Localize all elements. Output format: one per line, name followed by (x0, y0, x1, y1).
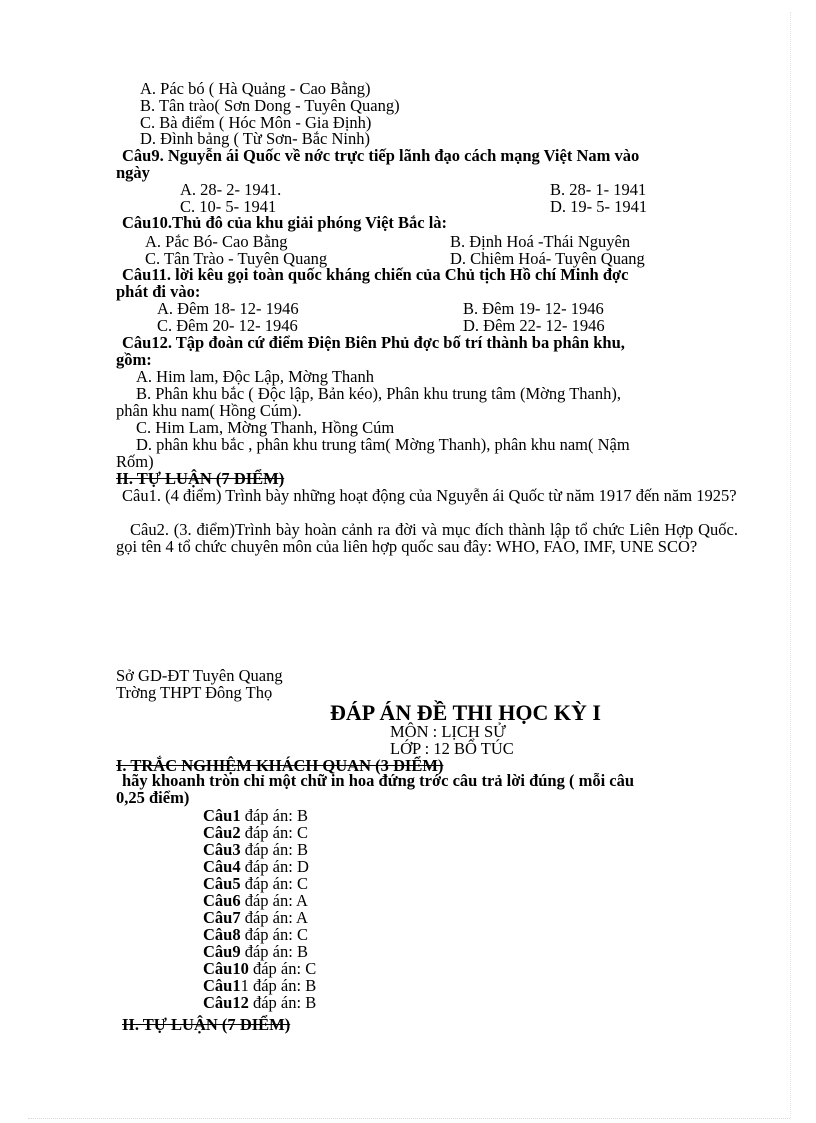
q12-question-line2: gồm: (116, 350, 152, 369)
q12-option-d-line2: Rốm) (116, 452, 154, 471)
q11-option-d: D. Đêm 22- 12- 1946 (463, 316, 605, 335)
q8-option-b: B. Tân trào( Sơn Dong - Tuyên Quang) (140, 96, 400, 115)
page-margin-rule-right (790, 12, 791, 1118)
school-name: Trờng THPT Đông Thọ (116, 683, 273, 702)
q9-option-a: A. 28- 2- 1941. (180, 180, 282, 199)
q12-option-b-line1: B. Phân khu bắc ( Độc lập, Bản kéo), Phân khu trung tâm (Mờng Thanh), (136, 384, 622, 403)
q12-option-b-line2: phân khu nam( Hồng Cúm). (116, 401, 302, 420)
q11-option-a: A. Đêm 18- 12- 1946 (157, 299, 299, 318)
grade-label: LỚP : 12 BỔ TÚC (390, 739, 514, 758)
objective-instruction-line1: hãy khoanh tròn chỉ một chữ in hoa đứng trớc câu trả lời đúng ( mỗi câu (122, 771, 635, 790)
department-name: Sở GD-ĐT Tuyên Quang (116, 666, 283, 685)
essay-question-1: Câu1. (4 điểm) Trình bày những hoạt động của Nguyễn ái Quốc từ năm 1917 đến năm 1925? (122, 486, 737, 505)
answer-row: Câu5 đáp án: C (203, 874, 308, 893)
essay-section-heading: II. TỰ LUẬN (7 ĐIỂM) (122, 1015, 291, 1034)
q11-question-line2: phát đi vào: (116, 282, 201, 301)
answer-row: Câu11 đáp án: B (203, 976, 317, 995)
q11-option-b: B. Đêm 19- 12- 1946 (463, 299, 604, 318)
answer-row: Câu9 đáp án: B (203, 942, 308, 961)
answer-row: Câu1 đáp án: B (203, 806, 308, 825)
q8-option-c: C. Bà điểm ( Hóc Môn - Gia Định) (140, 113, 372, 132)
answer-row: Câu3 đáp án: B (203, 840, 308, 859)
page-margin-rule-bottom (28, 1118, 790, 1119)
q10-option-d: D. Chiêm Hoá- Tuyên Quang (450, 249, 645, 268)
q9-option-d: D. 19- 5- 1941 (550, 197, 648, 216)
q12-question-line1: Câu12. Tập đoàn cứ điểm Điện Biên Phủ đợc bố trí thành ba phân khu, (122, 333, 625, 352)
q10-option-b: B. Định Hoá -Thái Nguyên (450, 232, 631, 251)
q12-option-d-line1: D. phân khu bắc , phân khu trung tâm( Mờng Thanh), phân khu nam( Nậm (136, 435, 630, 454)
q10-option-a: A. Pắc Bó- Cao Bằng (145, 232, 288, 251)
answer-row: Câu4 đáp án: D (203, 857, 309, 876)
answer-row: Câu10 đáp án: C (203, 959, 317, 978)
q12-option-a: A. Him lam, Độc Lập, Mờng Thanh (136, 367, 375, 386)
q8-option-d: D. Đình bảng ( Từ Sơn- Bắc Ninh) (140, 129, 371, 148)
answer-row: Câu12 đáp án: B (203, 993, 317, 1012)
essay-heading: II. TỰ LUẬN (7 ĐIỂM) (116, 469, 285, 488)
q8-option-a: A. Pác bó ( Hà Quảng - Cao Bằng) (140, 79, 371, 98)
subject-label: MÔN : LỊCH SỬ (390, 722, 506, 741)
objective-section-heading: I. TRẮC NGHIỆM KHÁCH QUAN (3 ĐIỂM) (116, 756, 444, 775)
q9-option-c: C. 10- 5- 1941 (180, 197, 277, 216)
q12-option-c: C. Him Lam, Mờng Thanh, Hồng Cúm (136, 418, 395, 437)
answer-row: Câu2 đáp án: C (203, 823, 308, 842)
q10-question: Câu10.Thủ đô của khu giải phóng Việt Bắc là: (122, 213, 448, 232)
q9-question-line2: ngày (116, 163, 150, 182)
answer-row: Câu8 đáp án: C (203, 925, 308, 944)
q9-question-line1: Câu9. Nguyễn ái Quốc về nớc trực tiếp lãnh đạo cách mạng Việt Nam vào (122, 146, 640, 165)
answer-row: Câu6 đáp án: A (203, 891, 308, 910)
objective-instruction-line2: 0,25 điểm) (116, 788, 190, 807)
q11-option-c: C. Đêm 20- 12- 1946 (157, 316, 298, 335)
answer-key-title: ĐÁP ÁN ĐỀ THI HỌC KỲ I (330, 700, 601, 725)
q10-option-c: C. Tân Trào - Tuyên Quang (145, 249, 328, 268)
essay-question-2: Câu2. (3. điểm)Trình bày hoàn cảnh ra đời và mục đích thành lập tổ chức Liên Hợp Quốc. gọi tên 4 tổ chức chuyên môn của liên hợp quốc sau đây: WHO, FAO, IMF, UNE SCO? (116, 520, 738, 556)
q11-question-line1: Câu11. lời kêu gọi toàn quốc kháng chiến của Chủ tịch Hồ chí Minh đợc (122, 265, 629, 284)
answer-row: Câu7 đáp án: A (203, 908, 308, 927)
q9-option-b: B. 28- 1- 1941 (550, 180, 647, 199)
